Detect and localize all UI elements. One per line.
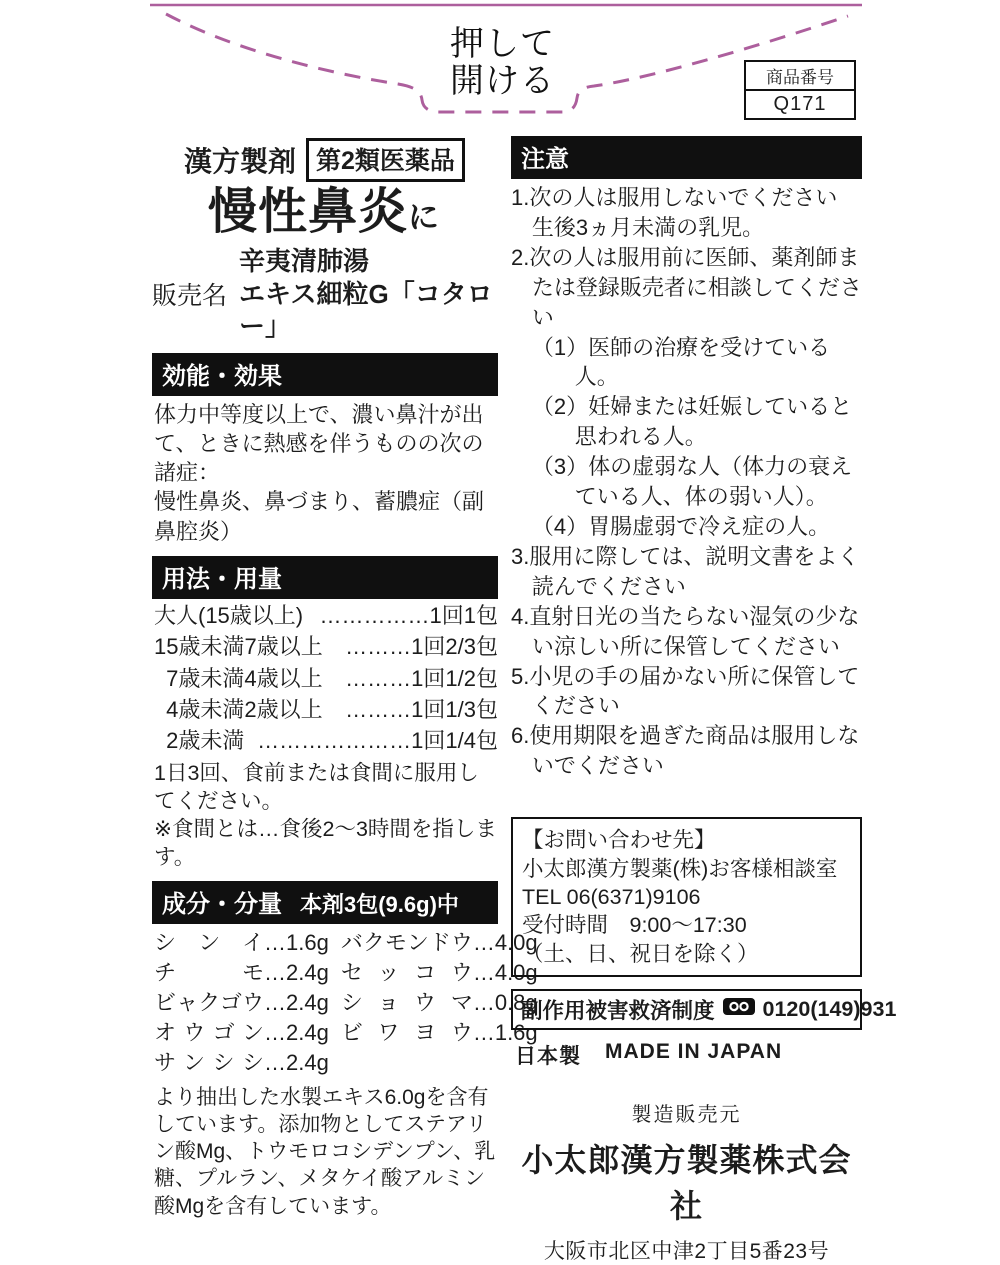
efficacy-description: 体力中等度以上で、濃い鼻汁が出て、ときに熱感を伴うものの次の諸症：: [154, 401, 484, 485]
manufacturer-name: 小太郎漢方製薬株式会社: [521, 1142, 852, 1224]
efficacy-indications: 慢性鼻炎、鼻づまり、蓄膿症（副鼻腔炎）: [154, 489, 485, 544]
product-code-value: Q171: [773, 93, 827, 115]
drug-class-badge: 第2類医薬品: [306, 138, 465, 182]
sales-name-label: 販売名: [152, 281, 228, 310]
product-code-label: 商品番号: [746, 62, 854, 91]
dosage-section-header: [152, 556, 498, 599]
caution-item: 4.直射日光の当たらない湿気の少ない涼しい所に保管してください: [511, 603, 860, 659]
dosage-title: 用法・用量: [162, 565, 282, 593]
contact-company: 小太郎漢方製薬(株)お客様相談室: [522, 856, 838, 881]
manufacturer-role: 製造販売元: [631, 1104, 742, 1126]
ingredient-item: ビワヨウ…1.6g: [340, 1019, 538, 1045]
sales-name-value: [239, 245, 498, 343]
right-column: [511, 136, 897, 1265]
ingredients-title: 成分・分量: [162, 891, 282, 919]
origin-row: [515, 1040, 862, 1070]
catch-main-text: 慢性鼻炎: [208, 185, 409, 239]
manufacturer-address: 大阪市北区中津2丁目5番23号: [543, 1240, 830, 1263]
contact-title: 【お問い合わせ先】: [522, 828, 716, 853]
contact-hours: 受付時間 9:00～17:30: [522, 913, 747, 938]
manufacturer-block: [511, 1098, 862, 1265]
cautions-list: [511, 183, 862, 781]
made-in-japan-jp: 日本製: [515, 1045, 581, 1068]
cautions-section-header: [511, 136, 862, 179]
caution-item: 3.服用に際しては、説明文書をよく読んでください: [511, 543, 860, 599]
caution-subitem: （3）体の虚弱な人（体力の衰えている人、体の弱い人）。: [531, 454, 853, 510]
dosage-row: 7歳未満4歳以上 ………1回1/2包: [166, 665, 498, 691]
sales-name-line2: エキス細粒G「コタロー」: [239, 278, 493, 341]
relief-system-box: [511, 989, 897, 1030]
catch-suffix-text: に: [408, 200, 440, 235]
package-back-panel: [150, 0, 897, 1263]
dosage-row: 15歳未満7歳以上 ………1回2/3包: [154, 634, 498, 660]
caution-subitem: （4）胃腸虚弱で冷え症の人。: [531, 513, 831, 539]
dosage-row: 2歳未満 …………………1回1/4包: [166, 728, 498, 754]
dosage-instruction: [154, 760, 498, 872]
freedial-icon: [723, 997, 755, 1022]
sales-name-line1: 辛夷清肺湯: [239, 246, 370, 276]
opening-band: [150, 0, 862, 128]
category-label: 漢方製剤: [184, 146, 297, 177]
ingredients-table: [154, 930, 538, 1079]
caution-subitem: （1）医師の治療を受けている人。: [531, 334, 831, 390]
cautions-title: 注意: [521, 146, 569, 173]
ingredient-item: チモ…2.4g: [154, 960, 329, 986]
push-to-open-line1: 押して: [450, 25, 555, 63]
caution-subitem: （2）妊婦または妊娠していると思われる人。: [531, 394, 853, 450]
ingredient-item: ビャクゴウ…2.4g: [154, 990, 329, 1016]
relief-phone-number: 0120(149)931: [762, 997, 897, 1021]
dosage-frequency: 1日3回、食前または食間に服用してください。: [154, 760, 479, 813]
caution-item: 5.小児の手の届かない所に保管してください: [511, 663, 860, 719]
relief-label: 副作用被害救済制度: [521, 999, 715, 1023]
dosage-row: 大人(15歳以上) ……………1回1包: [154, 602, 498, 628]
caution-item: 2.次の人は服用前に医師、薬剤師または登録販売者に相談してください: [511, 244, 862, 330]
catch-copy: [208, 185, 498, 239]
ingredients-footer: より抽出した水製エキス6.0gを含有しています。添加物としてステアリン酸Mg、トウモロコシデンプン、乳糖、プルラン、メタケイ酸アルミン酸Mgを含有しています。: [154, 1085, 496, 1218]
efficacy-body: [154, 400, 498, 546]
contact-box: [511, 817, 862, 977]
ingredient-item: サンシシ…2.4g: [154, 1049, 329, 1075]
ingredient-item: ショウマ…0.8g: [340, 990, 538, 1016]
push-to-open-line2: 開ける: [450, 62, 555, 101]
ingredient-item: オウゴン…2.4g: [154, 1019, 329, 1045]
ingredient-item: セッコウ…4.0g: [340, 960, 538, 986]
made-in-japan-en: MADE IN JAPAN: [605, 1040, 783, 1063]
left-column: [152, 136, 538, 1265]
category-row: [184, 138, 498, 182]
push-to-open-label: [450, 26, 580, 101]
caution-item-detail: 生後3ヵ月未満の乳児。: [531, 214, 765, 240]
ingredient-item: シンイ…1.6g: [154, 930, 329, 956]
dosage-row: 4歳未満2歳以上 ………1回1/3包: [166, 696, 498, 722]
product-code-box: [744, 60, 856, 120]
caution-item: 6.使用期限を過ぎた商品は服用しないでください: [511, 723, 860, 779]
ingredients-basis: 本剤3包(9.6g)中: [300, 892, 459, 918]
ingredient-item: バクモンドウ…4.0g: [340, 930, 538, 956]
efficacy-section-header: [152, 353, 498, 396]
ingredients-section-header: [152, 881, 498, 924]
caution-item: 1.次の人は服用しないでください: [511, 185, 838, 210]
contact-phone: TEL 06(6371)9106: [522, 884, 701, 909]
dosage-meal-note: ※食間とは…食後2〜3時間を指します。: [154, 816, 497, 869]
sales-name-row: [152, 245, 498, 343]
efficacy-title: 効能・効果: [162, 362, 282, 390]
contact-hours-note: （土、日、祝日を除く）: [522, 941, 759, 966]
dosage-table: [154, 603, 498, 755]
